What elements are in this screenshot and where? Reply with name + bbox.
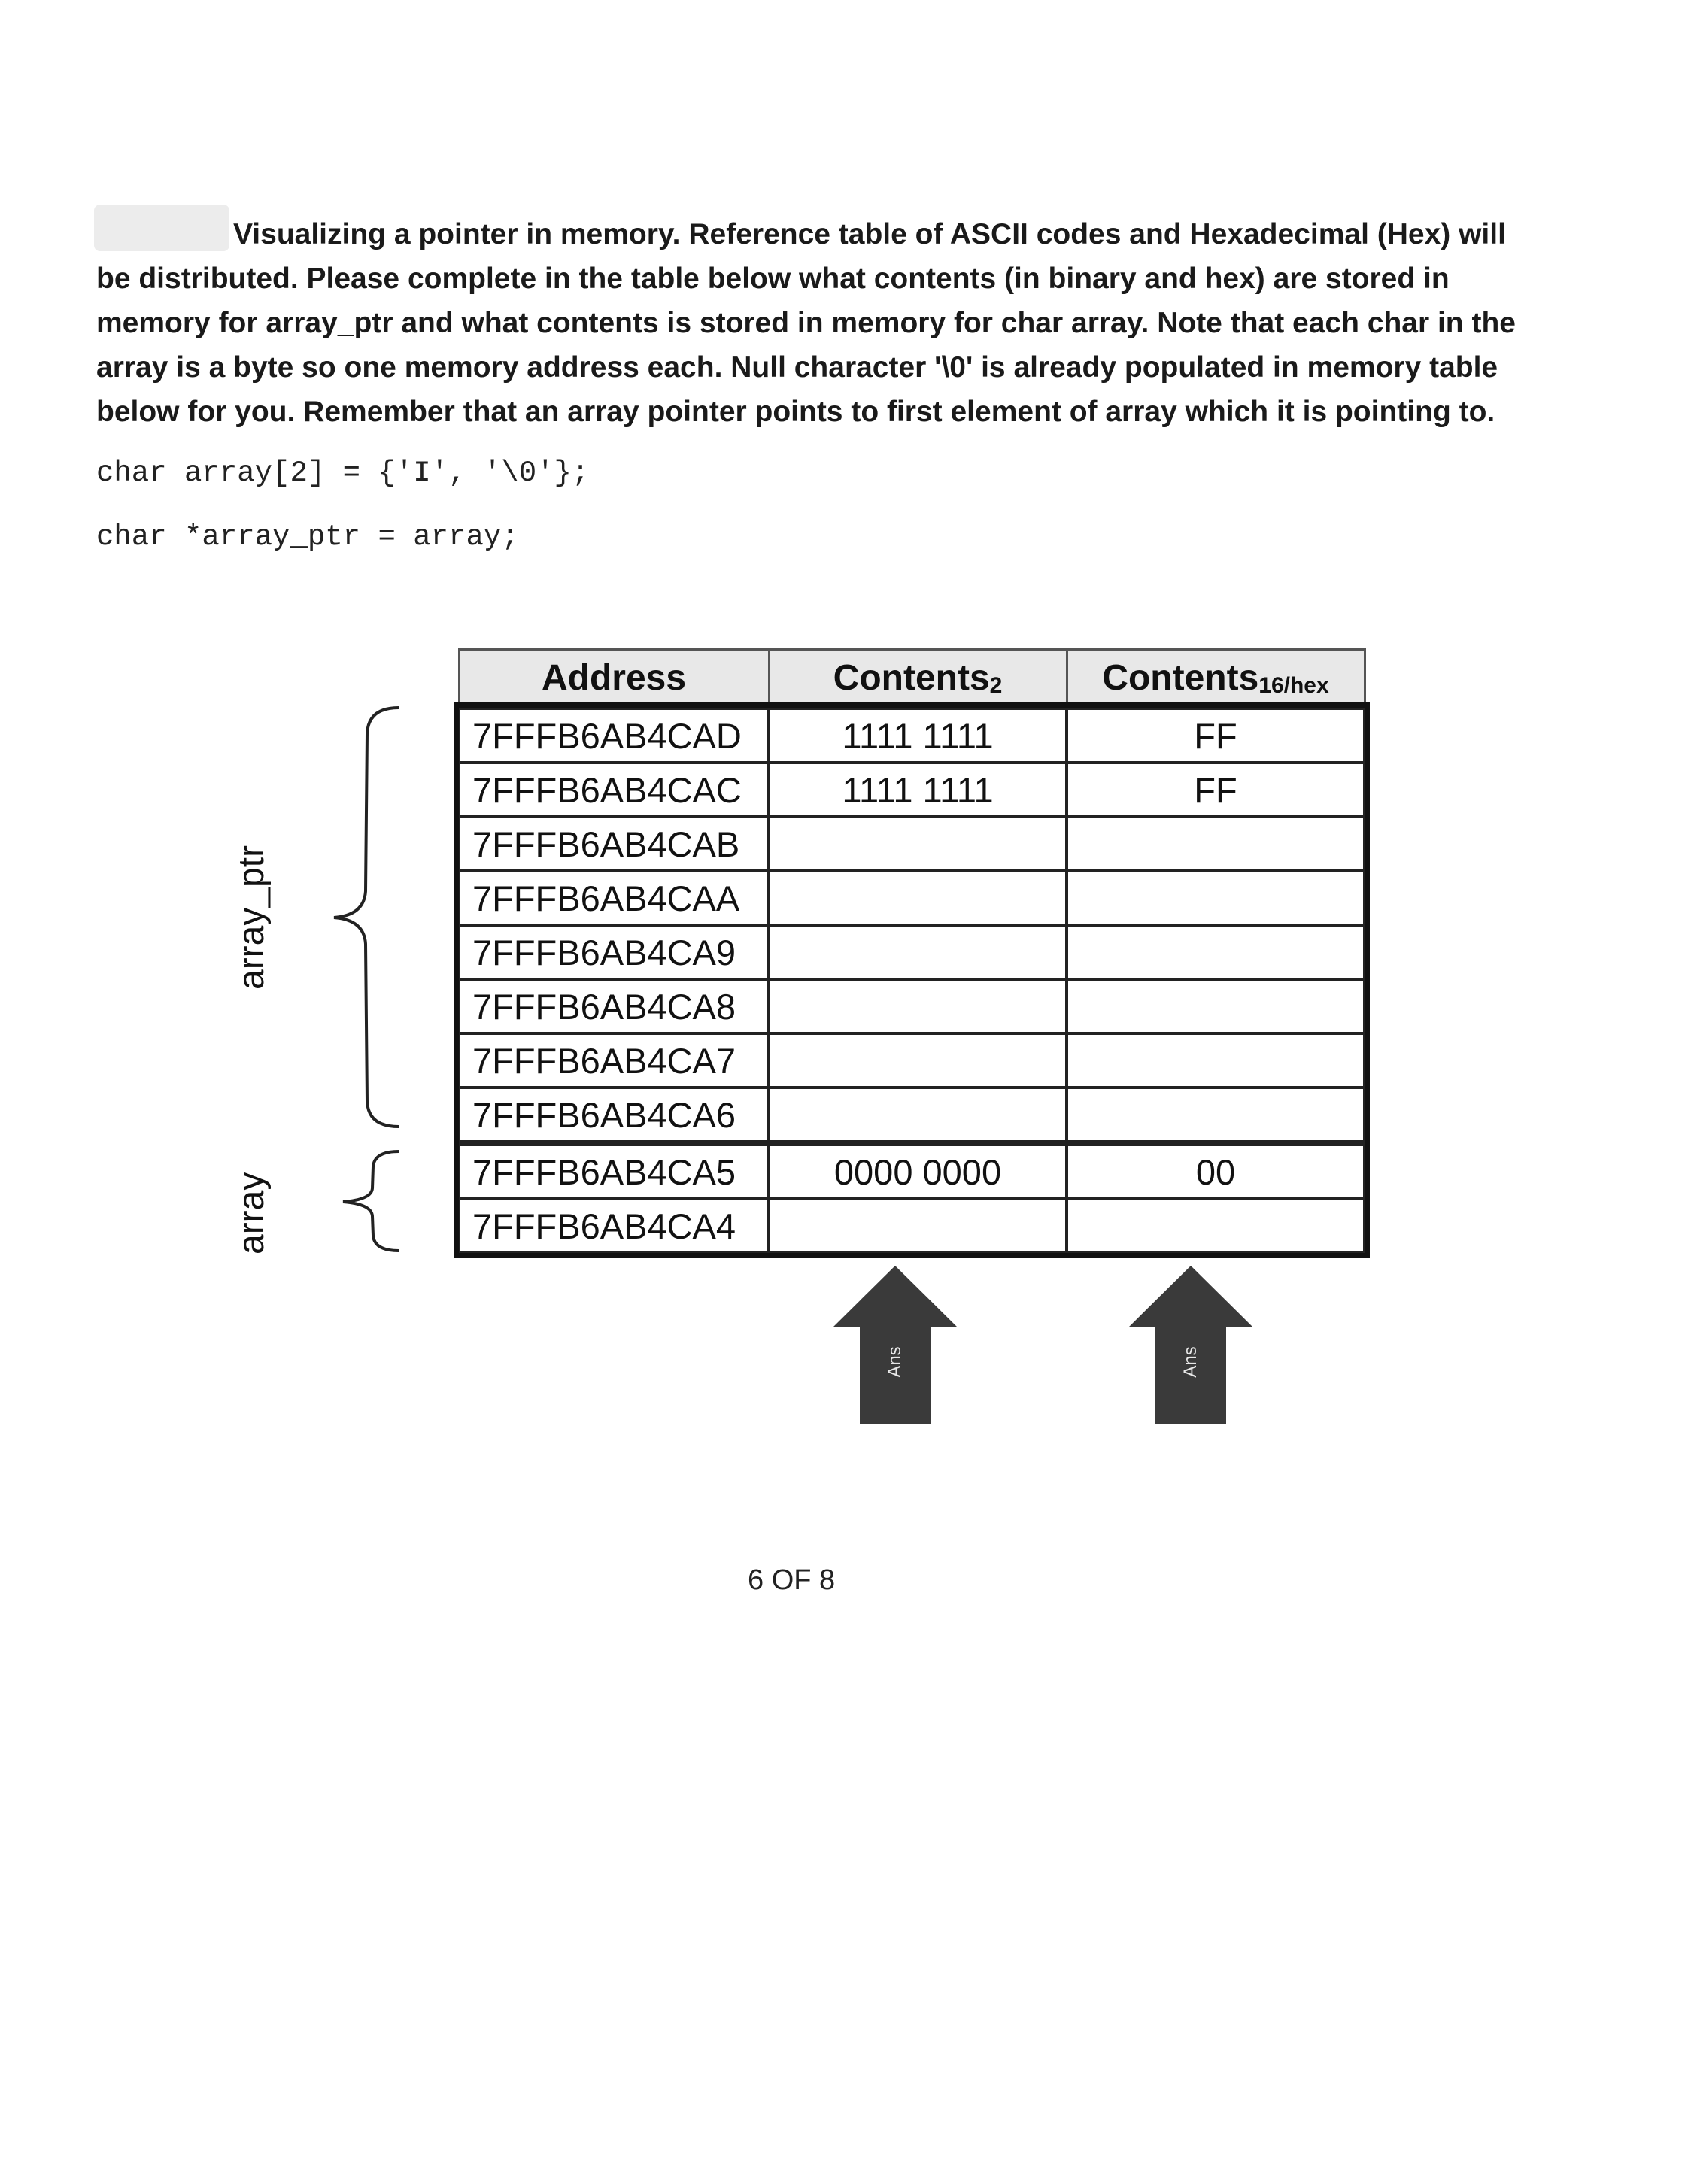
hex-cell[interactable]: FF [1067,763,1365,817]
contents-hex-header-text: Contents [1102,657,1259,698]
contents-binary-header-text: Contents [833,657,990,698]
table-row [459,817,1365,871]
table-row [459,763,1365,817]
answer-arrow-label: Ans [1180,1346,1201,1378]
hex-cell[interactable] [1067,1199,1365,1253]
binary-cell[interactable] [769,1199,1067,1253]
hex-cell[interactable] [1067,1087,1365,1143]
code-line-pointer-declaration: char *array_ptr = array; [96,520,519,554]
binary-cell[interactable] [769,871,1067,925]
memory-table [457,648,1366,1254]
binary-cell[interactable]: 0000 0000 [769,1143,1067,1199]
hex-cell[interactable] [1067,871,1365,925]
contents-hex-header-subscript: 16/hex [1258,672,1329,698]
table-row [459,1087,1365,1143]
address-cell: 7FFFB6AB4CAC [459,763,769,817]
table-row [459,1199,1365,1253]
address-header [459,650,769,708]
binary-cell[interactable] [769,979,1067,1033]
address-cell: 7FFFB6AB4CA4 [459,1199,769,1253]
instructions-paragraph [96,212,1526,434]
address-cell: 7FFFB6AB4CA9 [459,925,769,979]
hex-cell[interactable]: 00 [1067,1143,1365,1199]
hex-cell[interactable] [1067,925,1365,979]
table-row [459,871,1365,925]
answer-arrow-binary [833,1266,958,1424]
binary-cell[interactable]: 1111 1111 [769,708,1067,763]
contents-hex-header [1067,650,1365,708]
array-ptr-label: array_ptr [232,845,272,990]
contents-binary-header-subscript: 2 [989,672,1003,698]
contents-binary-header [769,650,1067,708]
binary-cell[interactable] [769,925,1067,979]
address-cell: 7FFFB6AB4CAB [459,817,769,871]
instructions-text: Visualizing a pointer in memory. Reference table of ASCII codes and Hexadecimal (Hex) will be distributed. Please complete in the table below what contents (in binary and hex) are stored in memory for array_ptr and what contents is stored in memory for char array. Note that each char in the array is a byte so one memory address each. Null character '\0' is already populated in memory table below for you. Remember that an array pointer points to first element of array which it is pointing to. [96,218,1516,428]
binary-cell[interactable] [769,1033,1067,1087]
address-header-text: Address [541,657,687,698]
table-row [459,708,1365,763]
array-ptr-brace [323,703,406,1132]
table-row [459,1033,1365,1087]
hex-cell[interactable] [1067,1033,1365,1087]
hex-cell[interactable] [1067,817,1365,871]
address-cell: 7FFFB6AB4CA7 [459,1033,769,1087]
array-label: array [232,1172,272,1254]
memory-table-header [459,650,1365,708]
table-row [459,925,1365,979]
hex-cell[interactable] [1067,979,1365,1033]
array-brace [331,1147,406,1256]
code-line-array-declaration: char array[2] = {'I', '\0'}; [96,457,590,490]
binary-cell[interactable] [769,1087,1067,1143]
answer-arrow-label: Ans [885,1346,905,1378]
binary-cell[interactable] [769,817,1067,871]
answer-arrow-hex [1128,1266,1253,1424]
address-cell: 7FFFB6AB4CA8 [459,979,769,1033]
address-cell: 7FFFB6AB4CA5 [459,1143,769,1199]
address-cell: 7FFFB6AB4CAA [459,871,769,925]
hex-cell[interactable]: FF [1067,708,1365,763]
table-row [459,979,1365,1033]
up-arrow-icon [1128,1266,1253,1424]
binary-cell[interactable]: 1111 1111 [769,763,1067,817]
address-cell: 7FFFB6AB4CAD [459,708,769,763]
page-number: 6 OF 8 [748,1564,836,1596]
address-cell: 7FFFB6AB4CA6 [459,1087,769,1143]
table-row [459,1143,1365,1199]
up-arrow-icon [833,1266,958,1424]
